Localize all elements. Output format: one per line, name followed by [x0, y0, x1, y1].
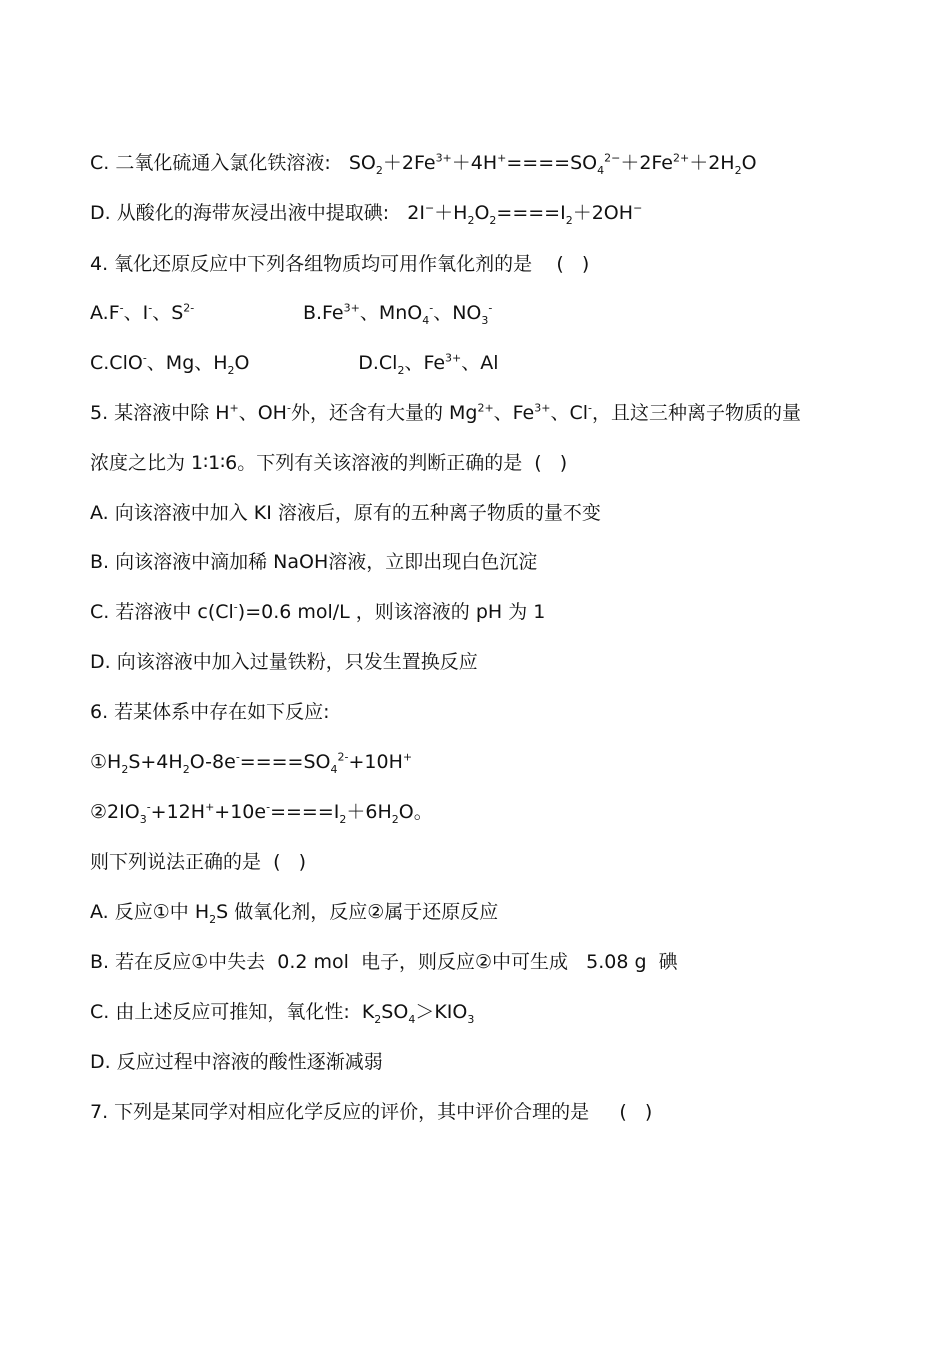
question-6-option-b: B. 若在反应①中失去 0.2 mol 电子，则反应②中可生成 5.08 g 碘 [90, 951, 678, 973]
question-5-option-d: D. 向该溶液中加入过量铁粉，只发生置换反应 [90, 651, 478, 673]
question-4: 4. 氧化还原反应中下列各组物质均可用作氧化剂的是 ( ) [90, 253, 590, 275]
question-5-option-b: B. 向该溶液中滴加稀 NaOH溶液，立即出现白色沉淀 [90, 551, 538, 573]
question-6-reaction-1: $①H_2S+4H_2O-8e^-====SO_4^{2-}+10H^+$ [90, 750, 413, 776]
question-5: 5. 某溶液中除 H+、OH-外，还含有大量的 $Mg^{2+}$、$Fe^{3+}$、Cl-，且这三种离子物质的量 [90, 401, 802, 424]
question-4-options-cd: C.ClO-、Mg、$H_2O$ $D.Cl_2$、$Fe^{3+}$、Al [90, 351, 499, 377]
question-5-continued: 浓度之比为 1∶1∶6。下列有关该溶液的判断正确的是 ( ) [90, 452, 568, 474]
question-6-prompt: 则下列说法正确的是 ( ) [90, 851, 307, 873]
question-5-option-a: A. 向该溶液中加入 KI 溶液后，原有的五种离子物质的量不变 [90, 502, 601, 524]
line-c-option-q3: C. 二氧化硫通入氯化铁溶液: $SO_2+2Fe^{3+}+4H^+====SO_4^{2-}+2Fe^{2+}+2H_2O$ [90, 151, 757, 177]
question-6: 6. 若某体系中存在如下反应: [90, 701, 330, 723]
question-7: 7. 下列是某同学对相应化学反应的评价，其中评价合理的是 ( ) [90, 1101, 653, 1123]
question-6-reaction-2: $②2IO_3^-+12H^++10e^-====I_2+6H_2O$。 [90, 800, 433, 826]
question-5-option-c: C. 若溶液中 c(Cl-)=0.6 mol/L ，则该溶液的 pH 为 1 [90, 600, 546, 623]
question-6-option-a: A. 反应①中 $H_2S$ 做氧化剂，反应②属于还原反应 [90, 901, 499, 926]
line-d-option-q3: D. 从酸化的海带灰浸出液中提取碘: $2I^-+H_2O_2====I_2+2OH^-$ [90, 201, 643, 227]
question-6-option-d: D. 反应过程中溶液的酸性逐渐减弱 [90, 1051, 383, 1073]
question-6-option-c: C. 由上述反应可推知，氧化性: $K_2SO_4>KIO_3$ [90, 1001, 475, 1026]
question-4-options-ab: A.F-、I-、$S^{2-}$ $B.Fe^{3+}$、MnO$_4$-、$NO_3^-$ [90, 301, 493, 327]
